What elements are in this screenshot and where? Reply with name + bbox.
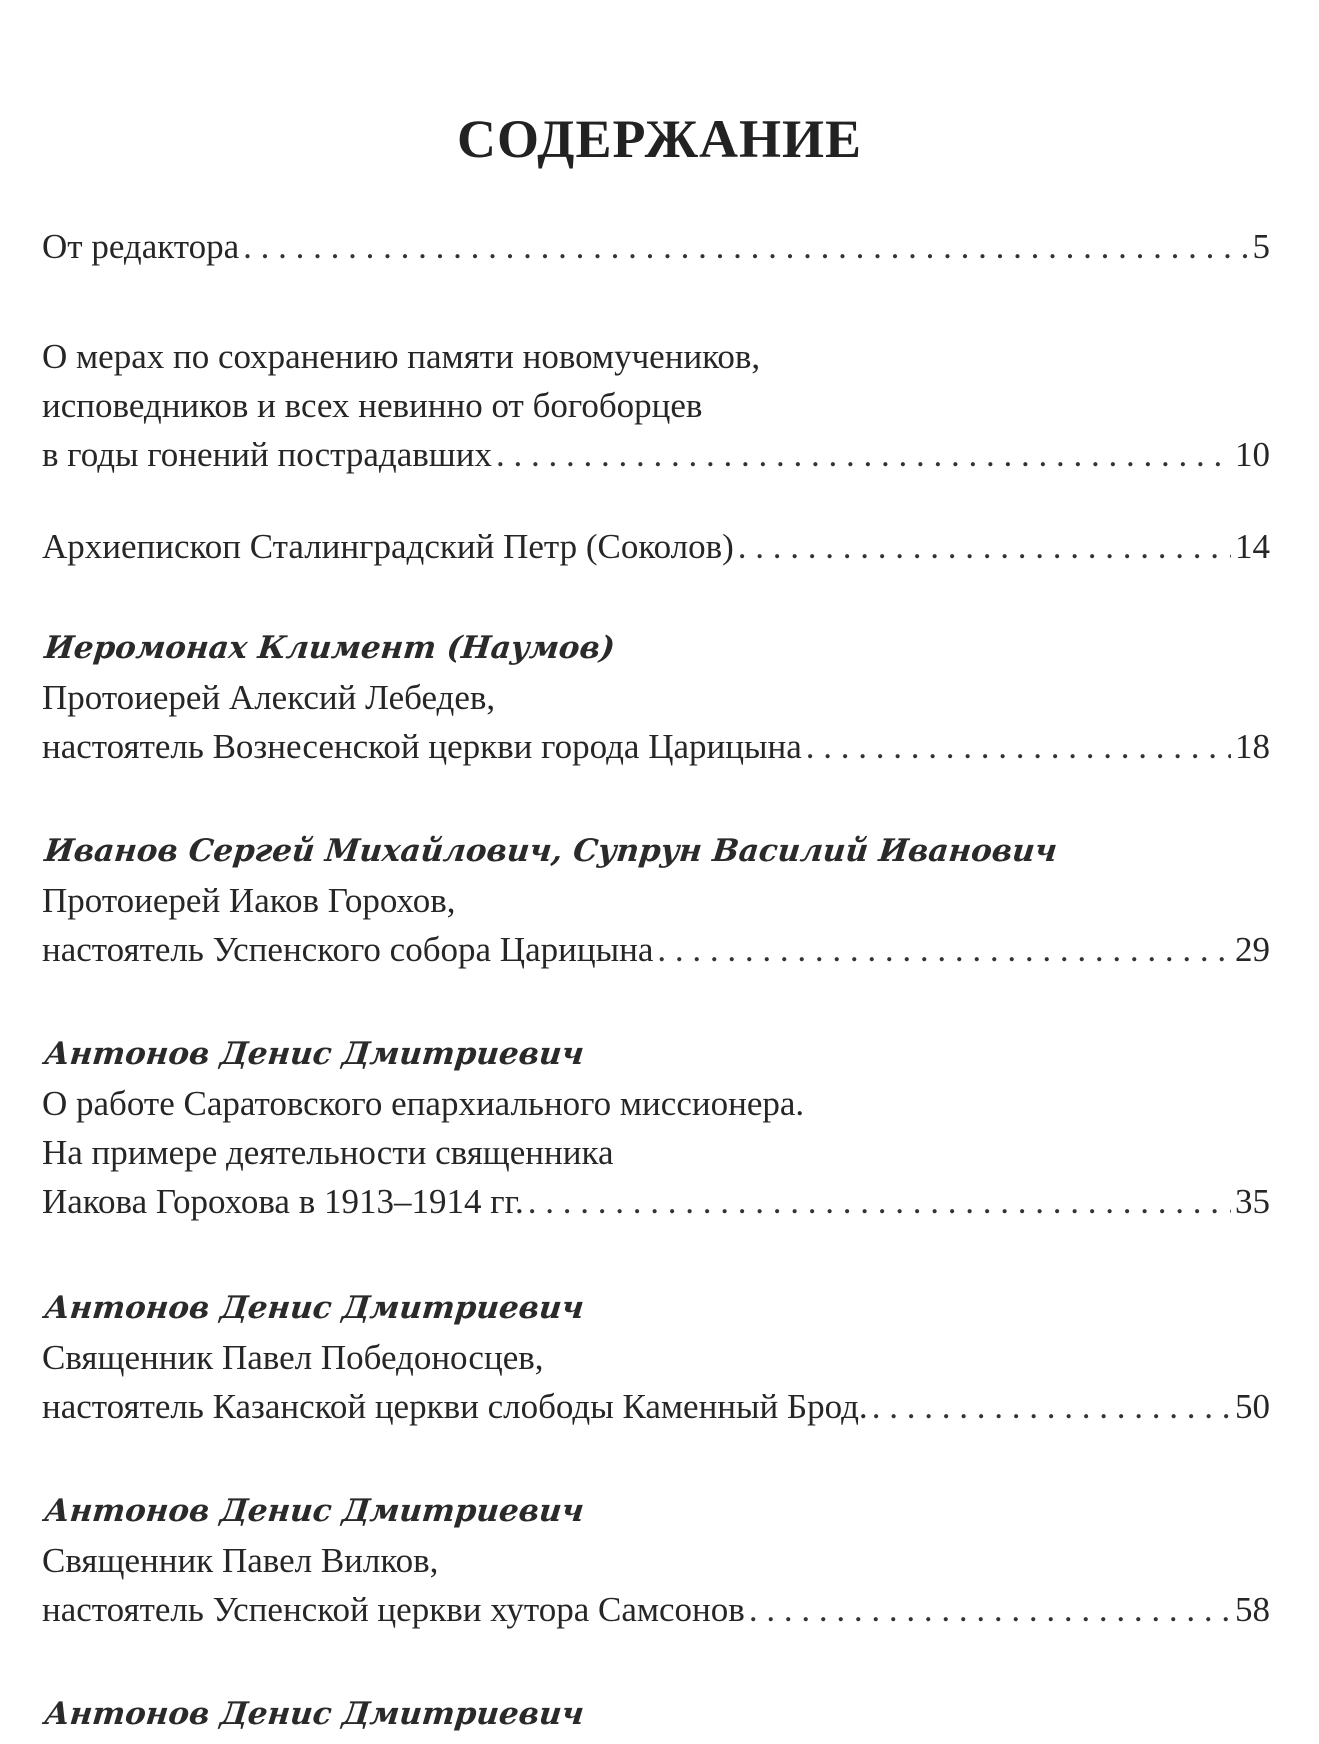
toc-entry-title-line: О работе Саратовского епархиального миссионера.	[42, 1084, 805, 1123]
toc-entry-title: в годы гонений пострадавших	[42, 435, 492, 474]
toc-entry-author: Антонов Денис Дмитриевич	[42, 1696, 586, 1732]
dot-leader	[243, 222, 1248, 271]
dot-leader	[496, 430, 1231, 479]
toc-page-number: 18	[1235, 727, 1270, 766]
toc-entry-title: настоятель Успенской церкви хутора Самсонов	[42, 1590, 745, 1629]
toc-entry-title-line: На примере деятельности священника	[42, 1133, 614, 1172]
toc-entry-title-line: Протоиерей Иаков Горохов,	[42, 881, 456, 920]
toc-entry-last-line	[42, 722, 1270, 771]
toc-entry-title: настоятель Вознесенской церкви города Царицына	[42, 727, 802, 766]
dot-leader	[806, 722, 1231, 771]
toc-page-number: 29	[1235, 930, 1270, 969]
toc-entry[interactable]	[42, 332, 1270, 479]
page-title: СОДЕРЖАНИЕ	[457, 109, 862, 169]
toc-page-number: 10	[1235, 435, 1270, 474]
toc-entry-last-line	[42, 1382, 1270, 1431]
dot-leader	[657, 925, 1231, 974]
toc-entry-title-line: О мерах по сохранению памяти новомучеников,	[42, 337, 761, 376]
dot-leader	[738, 522, 1231, 571]
toc-entry[interactable]	[42, 827, 1270, 974]
toc-entry-author: Антонов Денис Дмитриевич	[42, 1290, 586, 1326]
toc-entry-title: Архиепископ Сталинградский Петр (Соколов)	[42, 527, 734, 566]
toc-page-number: 58	[1235, 1590, 1270, 1629]
toc-entry-title: настоятель Успенского собора Царицына	[42, 930, 654, 969]
toc-entry-author: Антонов Денис Дмитриевич	[42, 1036, 586, 1072]
toc-entry-last-line	[42, 925, 1270, 974]
toc-entry-author: Иванов Сергей Михайлович, Супрун Василий Иванович	[42, 833, 1059, 869]
toc-entry-last-line	[42, 1177, 1270, 1226]
toc-entry-title: настоятель Казанской церкви слободы Каменный Брод.	[42, 1387, 868, 1426]
toc-page-number: 5	[1252, 227, 1270, 266]
toc-entry[interactable]	[42, 1487, 1270, 1634]
toc-entry[interactable]	[42, 1690, 1270, 1739]
toc-entry-last-line	[42, 222, 1270, 271]
toc-entry[interactable]	[42, 1284, 1270, 1431]
toc-page-number: 35	[1235, 1182, 1270, 1221]
dot-leader	[528, 1177, 1231, 1226]
toc-entry-author: Иеромонах Климент (Наумов)	[42, 630, 617, 666]
toc-entry[interactable]	[42, 1030, 1270, 1226]
toc-entry-title-line: Протоиерей Алексий Лебедев,	[42, 678, 496, 717]
toc-entry[interactable]	[42, 222, 1270, 271]
toc-entry-title-line: Священник Павел Победоносцев,	[42, 1338, 544, 1377]
dot-leader	[872, 1382, 1231, 1431]
toc-entry-author: Антонов Денис Дмитриевич	[42, 1493, 586, 1529]
toc-entry-title: От редактора	[42, 227, 240, 266]
toc-entry[interactable]	[42, 522, 1270, 571]
toc-entry-last-line	[42, 1585, 1270, 1634]
toc-entry-title: Иакова Горохова в 1913–1914 гг.	[42, 1182, 524, 1221]
toc-page-number: 50	[1235, 1387, 1270, 1426]
toc-entry-title-line: Священник Павел Вилков,	[42, 1541, 439, 1580]
toc-page-number: 14	[1235, 527, 1270, 566]
toc-entry-last-line	[42, 430, 1270, 479]
toc-entry[interactable]	[42, 624, 1270, 771]
toc-entry-title-line: исповедников и всех невинно от богоборцев	[42, 386, 703, 425]
dot-leader	[749, 1585, 1231, 1634]
toc-entry-last-line	[42, 522, 1270, 571]
